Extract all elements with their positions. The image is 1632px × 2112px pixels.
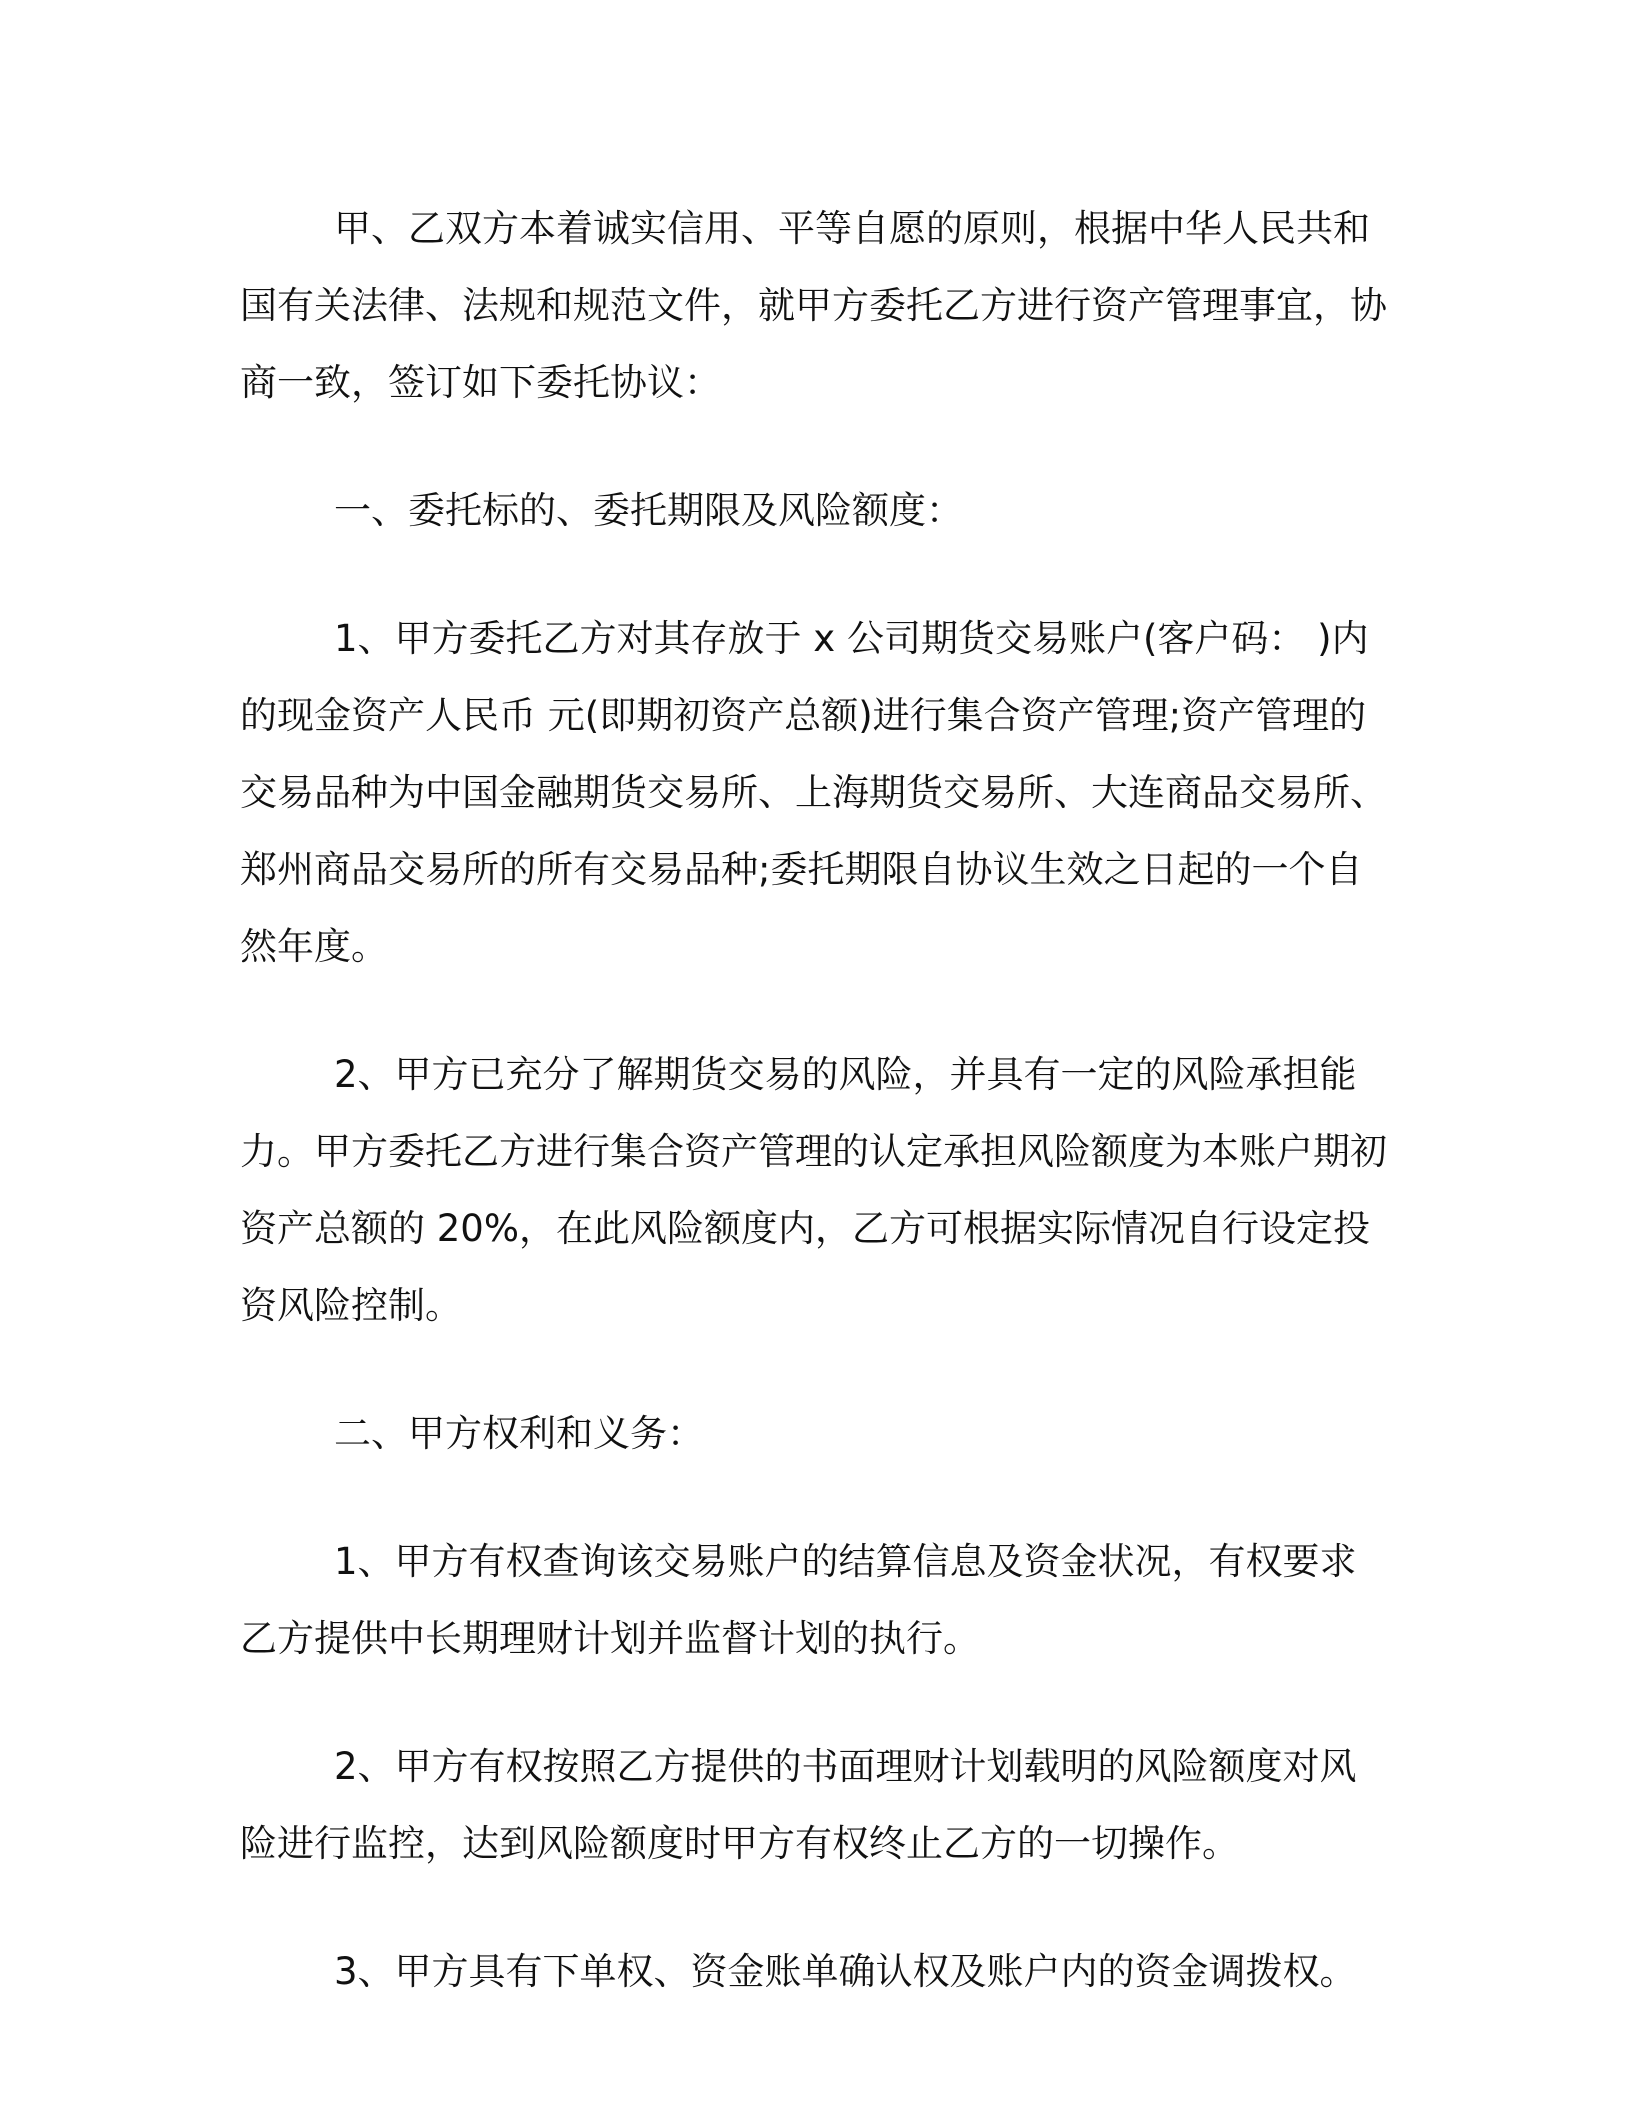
section-heading-2: 二、甲方权利和义务：: [334, 1412, 704, 1455]
clause-2-1: 1、甲方有权查询该交易账户的结算信息及资金状况，有权要求乙方提供中长期理财计划并监督计划的执行。: [240, 1540, 1357, 1660]
intro-paragraph: 甲、乙双方本着诚实信用、平等自愿的原则，根据中华人民共和国有关法律、法规和规范文件，就甲方委托乙方进行资产管理事宜，协商一致，签订如下委托协议：: [240, 207, 1387, 404]
clause-1-1: 1、甲方委托乙方对其存放于 x 公司期货交易账户(客户码： )内的现金资产人民币 元(即期初资产总额)进行集合资产管理;资产管理的交易品种为中国金融期货交易所、上海期货交易所、大连商品交易所、郑州商品交易所的所有交易品种;委托期限自协议生效之日起的一个自然年度。: [240, 617, 1387, 968]
clause-2-3: 3、甲方具有下单权、资金账单确认权及账户内的资金调拨权。: [334, 1950, 1357, 1993]
document-body: [240, 190, 1390, 2061]
clause-1-2: 2、甲方已充分了解期货交易的风险，并具有一定的风险承担能力。甲方委托乙方进行集合资产管理的认定承担风险额度为本账户期初资产总额的 20%，在此风险额度内，乙方可根据实际情况自行设定投资风险控制。: [240, 1053, 1387, 1327]
clause-2-2: 2、甲方有权按照乙方提供的书面理财计划载明的风险额度对风险进行监控，达到风险额度时甲方有权终止乙方的一切操作。: [240, 1745, 1357, 1865]
section-heading-1: 一、委托标的、委托期限及风险额度：: [334, 489, 963, 532]
